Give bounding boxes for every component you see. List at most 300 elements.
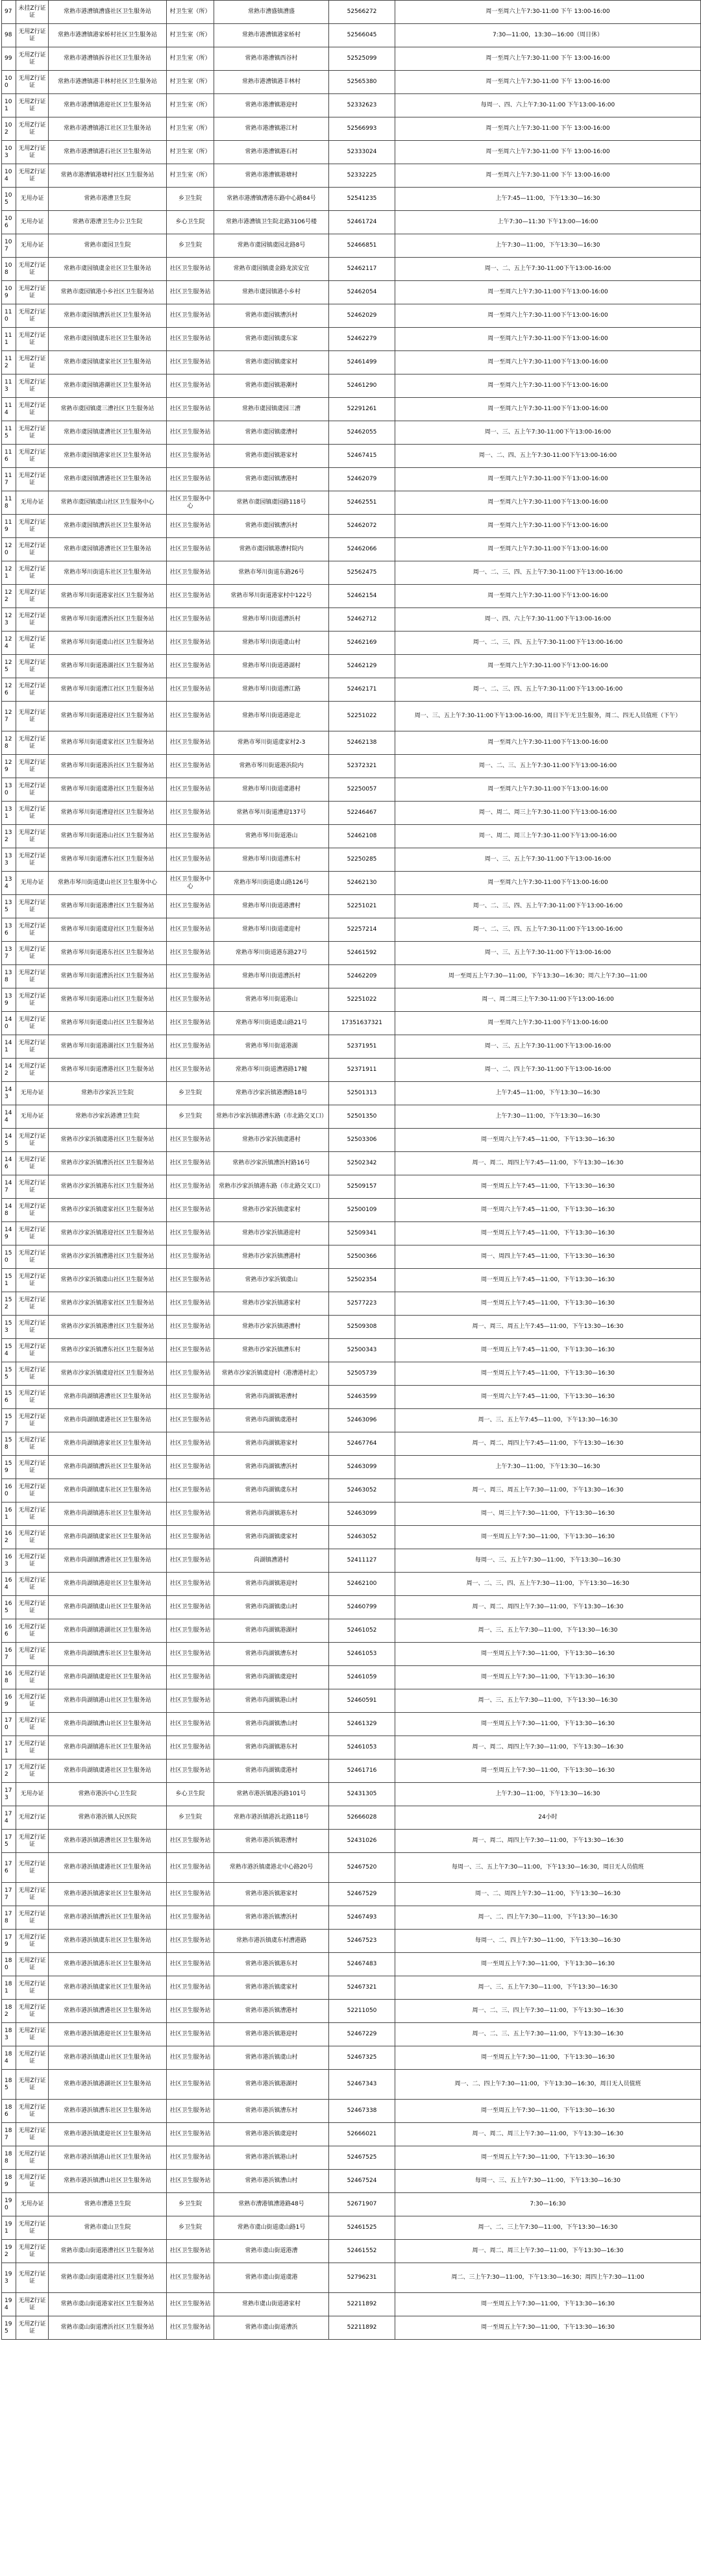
institution-name-cell: 常熟市沙家浜镇港东社区卫生服务站 xyxy=(49,1175,167,1199)
address-cell: 常熟市琴川街道港东路27号 xyxy=(214,942,329,965)
institution-name-cell: 常熟市尚湖镇港山社区卫生服务站 xyxy=(49,1689,167,1713)
hours-cell: 周一、周二、周四上午7:30—11:00，下午13:30—16:30 xyxy=(395,1830,701,1853)
address-cell: 常熟市沙家浜镇港东路（市北路交叉口） xyxy=(214,1175,329,1199)
institution-name-cell: 常熟市港漕镇港塘村社区卫生服务站 xyxy=(49,164,167,188)
category-cell: 无用Z行证证 xyxy=(16,445,49,468)
hours-cell: 周一至周五上午7:30—11:00，下午13:30—16:30 xyxy=(395,1666,701,1689)
institution-name-cell: 常熟市港漕卫生院 xyxy=(49,188,167,211)
address-cell: 常熟市虞园镇虞家村 xyxy=(214,351,329,374)
category-cell: 无用办证 xyxy=(16,1783,49,1806)
phone-cell: 52565380 xyxy=(329,71,395,94)
phone-cell: 52251021 xyxy=(329,895,395,918)
category-cell: 无用Z行证证 xyxy=(16,258,49,281)
table-row xyxy=(2,585,701,608)
address-cell: 常熟市琴川街道港迎北 xyxy=(214,702,329,731)
address-cell: 常熟市虞园镇港家村 xyxy=(214,445,329,468)
table-row xyxy=(2,468,701,491)
table-row xyxy=(2,47,701,71)
row-number-cell: 108 xyxy=(2,258,16,281)
category-cell: 无用Z行证证 xyxy=(16,1736,49,1760)
hours-cell: 周一、二、三、四、五上午7:30-11:00下午13:00-16:00 xyxy=(395,678,701,702)
address-cell: 常熟市尚湖镇港东村 xyxy=(214,1503,329,1526)
row-number-cell: 151 xyxy=(2,1269,16,1292)
institution-level-cell: 社区卫生服务站 xyxy=(167,1883,214,1906)
row-number-cell: 97 xyxy=(2,1,16,24)
institution-level-cell: 社区卫生服务站 xyxy=(167,1930,214,1953)
category-cell: 无用办证 xyxy=(16,872,49,895)
institution-name-cell: 常熟市港漕镇漕盛社区卫生服务站 xyxy=(49,1,167,24)
table-row xyxy=(2,1736,701,1760)
row-number-cell: 152 xyxy=(2,1292,16,1316)
phone-cell: 52372321 xyxy=(329,755,395,778)
table-row xyxy=(2,2100,701,2123)
address-cell: 常熟市虞园镇虞园北路8号 xyxy=(214,234,329,258)
row-number-cell: 115 xyxy=(2,421,16,445)
institution-level-cell: 社区卫生服务站 xyxy=(167,965,214,988)
institution-name-cell: 常熟市虞园镇漕浜社区卫生服务站 xyxy=(49,515,167,538)
table-row xyxy=(2,1432,701,1456)
address-cell: 常熟市尚湖镇虞东村 xyxy=(214,1479,329,1503)
phone-cell: 52332623 xyxy=(329,94,395,117)
address-cell: 常熟市琴川街道港山 xyxy=(214,988,329,1012)
row-number-cell: 144 xyxy=(2,1105,16,1129)
institution-name-cell: 常熟市沙家浜镇漕港社区卫生服务站 xyxy=(49,1245,167,1269)
institution-name-cell: 常熟市琴川街道漕东社区卫生服务站 xyxy=(49,848,167,872)
address-cell: 常熟市港漕镇港丰林村 xyxy=(214,71,329,94)
institution-level-cell: 村卫生室（所） xyxy=(167,141,214,164)
category-cell: 无用办证 xyxy=(16,2193,49,2216)
phone-cell: 52461525 xyxy=(329,2216,395,2240)
institution-name-cell: 常熟市尚湖镇虞港社区卫生服务站 xyxy=(49,1409,167,1432)
table-row xyxy=(2,398,701,421)
institution-level-cell: 村卫生室（所） xyxy=(167,47,214,71)
address-cell: 常熟市尚湖镇港山村 xyxy=(214,1689,329,1713)
phone-cell: 52463099 xyxy=(329,1456,395,1479)
address-cell: 常熟市尚湖镇漕浜村 xyxy=(214,1456,329,1479)
category-cell: 无用办证 xyxy=(16,211,49,234)
category-cell: 无用Z行证证 xyxy=(16,1853,49,1883)
institution-name-cell: 常熟市尚湖镇港湖社区卫生服务站 xyxy=(49,1619,167,1643)
institution-name-cell: 常熟市琴川街道漕迎社区卫生服务站 xyxy=(49,802,167,825)
phone-cell: 52509157 xyxy=(329,1175,395,1199)
category-cell: 无用Z行证证 xyxy=(16,608,49,632)
row-number-cell: 164 xyxy=(2,1573,16,1596)
phone-cell: 52333024 xyxy=(329,141,395,164)
table-row xyxy=(2,895,701,918)
hours-cell: 周一、周二、周四上午7:30—11:00，下午13:30—16:30 xyxy=(395,1596,701,1619)
institution-name-cell: 常熟市虞山街道港漕社区卫生服务站 xyxy=(49,2240,167,2263)
institution-level-cell: 乡卫生院 xyxy=(167,188,214,211)
institution-name-cell: 常熟市尚湖镇漕浜社区卫生服务站 xyxy=(49,1456,167,1479)
institution-level-cell: 社区卫生服务站 xyxy=(167,2170,214,2193)
address-cell: 常熟市虞园镇漕港村 xyxy=(214,468,329,491)
hours-cell: 周一、三、五上午7:30-11:00下午13:00-16:00 xyxy=(395,1035,701,1059)
institution-name-cell: 常熟市港浜镇漕浜社区卫生服务站 xyxy=(49,1906,167,1930)
institution-level-cell: 社区卫生服务站 xyxy=(167,1549,214,1573)
institution-level-cell: 社区卫生服务站 xyxy=(167,918,214,942)
phone-cell: 52462551 xyxy=(329,491,395,515)
institution-name-cell: 常熟市琴川街道虞山社区卫生服务中心 xyxy=(49,872,167,895)
row-number-cell: 99 xyxy=(2,47,16,71)
address-cell: 常熟市尚湖镇港家村 xyxy=(214,1432,329,1456)
row-number-cell: 148 xyxy=(2,1199,16,1222)
table-row xyxy=(2,1059,701,1082)
institution-name-cell: 常熟市沙家浜镇虞迎社区卫生服务站 xyxy=(49,1362,167,1386)
table-row xyxy=(2,2023,701,2046)
hours-cell: 每周一、三、五上午7:30—11:00，下午13:30—16:30 xyxy=(395,1549,701,1573)
institution-level-cell: 乡卫生院 xyxy=(167,234,214,258)
hours-cell: 周一、三、五上午7:30-11:00下午13:00-16:00 xyxy=(395,848,701,872)
hours-cell: 周一至周六上午7:45—11:00，下午13:30—16:30 xyxy=(395,1199,701,1222)
institution-name-cell: 常熟市沙家浜港漕卫生院 xyxy=(49,1105,167,1129)
category-cell: 无用Z行证证 xyxy=(16,632,49,655)
row-number-cell: 118 xyxy=(2,491,16,515)
institution-level-cell: 社区卫生服务站 xyxy=(167,1479,214,1503)
category-cell: 无用Z行证证 xyxy=(16,1152,49,1175)
row-number-cell: 158 xyxy=(2,1432,16,1456)
phone-cell: 52332225 xyxy=(329,164,395,188)
row-number-cell: 113 xyxy=(2,374,16,398)
institution-level-cell: 社区卫生服务站 xyxy=(167,632,214,655)
table-row xyxy=(2,988,701,1012)
category-cell: 无用Z行证证 xyxy=(16,281,49,304)
category-cell: 无用Z行证证 xyxy=(16,328,49,351)
address-cell: 常熟市港浜镇港家村 xyxy=(214,1883,329,1906)
institution-name-cell: 常熟市港浜镇港东社区卫生服务站 xyxy=(49,1953,167,1976)
row-number-cell: 193 xyxy=(2,2263,16,2293)
category-cell: 无用Z行证证 xyxy=(16,1549,49,1573)
hours-cell: 周一、二、三上午7:30—11:00，下午13:30—16:30 xyxy=(395,2216,701,2240)
hours-cell: 周一、三、五上午7:30-11:00下午13:00-16:00 xyxy=(395,942,701,965)
hours-cell: 周一至周六上午7:30-11:00 下午 13:00-16:00 xyxy=(395,1,701,24)
hours-cell: 周一、周二、周三上午7:30—11:00，下午13:30—16:30 xyxy=(395,2123,701,2146)
phone-cell: 52467321 xyxy=(329,1976,395,2000)
hours-cell: 周一至周六上午7:30-11:00 下午 13:00-16:00 xyxy=(395,117,701,141)
address-cell: 常熟市虞山街道港漕 xyxy=(214,2240,329,2263)
row-number-cell: 166 xyxy=(2,1619,16,1643)
table-row xyxy=(2,1503,701,1526)
table-row xyxy=(2,445,701,468)
row-number-cell: 176 xyxy=(2,1853,16,1883)
address-cell: 常熟市琴川街道漕迎137号 xyxy=(214,802,329,825)
hours-cell: 周一至周五上午7:30—11:00，下午13:30—16:30 xyxy=(395,1526,701,1549)
phone-cell: 52466851 xyxy=(329,234,395,258)
table-row xyxy=(2,825,701,848)
institution-name-cell: 常熟市沙家浜镇漕东社区卫生服务站 xyxy=(49,1339,167,1362)
institution-level-cell: 乡心卫生院 xyxy=(167,1783,214,1806)
category-cell: 无用Z行证证 xyxy=(16,1930,49,1953)
phone-cell: 52246467 xyxy=(329,802,395,825)
institution-name-cell: 常熟市尚湖镇港漕社区卫生服务站 xyxy=(49,1386,167,1409)
address-cell: 常熟市琴川街道漕江路 xyxy=(214,678,329,702)
row-number-cell: 155 xyxy=(2,1362,16,1386)
category-cell: 无用Z行证证 xyxy=(16,2316,49,2340)
institution-level-cell: 乡心卫生院 xyxy=(167,211,214,234)
table-row xyxy=(2,374,701,398)
address-cell: 常熟市琴川街道漕港路17幢 xyxy=(214,1059,329,1082)
table-row xyxy=(2,71,701,94)
address-cell: 常熟市虞园镇虞园路118号 xyxy=(214,491,329,515)
row-number-cell: 177 xyxy=(2,1883,16,1906)
institution-name-cell: 常熟市琴川街道虞山社区卫生服务站 xyxy=(49,1012,167,1035)
institution-level-cell: 社区卫生服务站 xyxy=(167,1059,214,1082)
table-row xyxy=(2,1976,701,2000)
table-row xyxy=(2,1689,701,1713)
address-cell: 常熟市沙家浜镇港漕东路（市北路交叉口） xyxy=(214,1105,329,1129)
category-cell: 无用Z行证证 xyxy=(16,2070,49,2100)
institution-name-cell: 常熟市港漕镇拆谷社区卫生服务站 xyxy=(49,47,167,71)
institution-name-cell: 常熟市琴川街道港山社区卫生服务站 xyxy=(49,988,167,1012)
phone-cell: 52467325 xyxy=(329,2046,395,2070)
phone-cell: 52251022 xyxy=(329,702,395,731)
institution-name-cell: 常熟市尚湖镇虞东社区卫生服务站 xyxy=(49,1479,167,1503)
category-cell: 无用Z行证证 xyxy=(16,538,49,561)
category-cell: 无用Z行证证 xyxy=(16,2000,49,2023)
institution-name-cell: 常熟市尚湖镇虞山社区卫生服务站 xyxy=(49,1596,167,1619)
address-cell: 常熟市沙家浜镇漕浜村路16号 xyxy=(214,1152,329,1175)
row-number-cell: 156 xyxy=(2,1386,16,1409)
table-row xyxy=(2,632,701,655)
table-row xyxy=(2,1129,701,1152)
category-cell: 无用Z行证 xyxy=(16,1806,49,1830)
institution-level-cell: 社区卫生服务站 xyxy=(167,1596,214,1619)
phone-cell: 52291261 xyxy=(329,398,395,421)
category-cell: 无用Z行证证 xyxy=(16,702,49,731)
phone-cell: 52463052 xyxy=(329,1526,395,1549)
institution-name-cell: 常熟市琴川街道港湖社区卫生服务站 xyxy=(49,1035,167,1059)
phone-cell: 52577223 xyxy=(329,1292,395,1316)
address-cell: 常熟市港浜镇虞迎村 xyxy=(214,2123,329,2146)
phone-cell: 52502342 xyxy=(329,1152,395,1175)
category-cell: 无用Z行证证 xyxy=(16,1713,49,1736)
phone-cell: 52467415 xyxy=(329,445,395,468)
table-row xyxy=(2,258,701,281)
row-number-cell: 161 xyxy=(2,1503,16,1526)
institution-level-cell: 社区卫生服务站 xyxy=(167,655,214,678)
institution-name-cell: 常熟市港浜镇港迎社区卫生服务站 xyxy=(49,2023,167,2046)
category-cell: 无用Z行证证 xyxy=(16,164,49,188)
institution-name-cell: 常熟市琴川街道港东社区卫生服务站 xyxy=(49,942,167,965)
address-cell: 常熟市港浜镇虞山村 xyxy=(214,2046,329,2070)
institution-name-cell: 常熟市琴川街道港家社区卫生服务站 xyxy=(49,585,167,608)
institution-name-cell: 常熟市尚湖镇虞港社区卫生服务站 xyxy=(49,1760,167,1783)
address-cell: 常熟市虞园镇虞漕村 xyxy=(214,421,329,445)
institution-level-cell: 社区卫生服务站 xyxy=(167,988,214,1012)
phone-cell: 52502354 xyxy=(329,1269,395,1292)
hours-cell: 周一、三、五上午7:45—11:00，下午13:30—16:30 xyxy=(395,1409,701,1432)
institution-level-cell: 社区卫生服务站 xyxy=(167,398,214,421)
phone-cell: 52796231 xyxy=(329,2263,395,2293)
institution-name-cell: 常熟市虞园镇虞漕社区卫生服务站 xyxy=(49,421,167,445)
hours-cell: 周一至周六上午7:30-11:00下午13:00-16:00 xyxy=(395,468,701,491)
address-cell: 常熟市沙家浜镇虞山 xyxy=(214,1269,329,1292)
address-cell: 常熟市港浜镇港迎村 xyxy=(214,2023,329,2046)
institution-level-cell: 乡卫生院 xyxy=(167,1082,214,1105)
address-cell: 常熟市虞园镇漕浜村 xyxy=(214,304,329,328)
table-row xyxy=(2,678,701,702)
row-number-cell: 179 xyxy=(2,1930,16,1953)
table-row xyxy=(2,1619,701,1643)
institution-level-cell: 社区卫生服务站 xyxy=(167,2240,214,2263)
hours-cell: 周一至周五上午7:30—11:00，下午13:30—16:30 xyxy=(395,2100,701,2123)
phone-cell: 17351637321 xyxy=(329,1012,395,1035)
hours-cell: 上午7:30—11:00，下午13:30—16:30 xyxy=(395,234,701,258)
address-cell: 常熟市虞园镇港漕村院内 xyxy=(214,538,329,561)
phone-cell: 52211892 xyxy=(329,2293,395,2316)
table-row xyxy=(2,872,701,895)
institution-name-cell: 常熟市虞园镇港潮社区卫生服务站 xyxy=(49,374,167,398)
table-row xyxy=(2,351,701,374)
table-row xyxy=(2,918,701,942)
category-cell: 无用Z行证证 xyxy=(16,2123,49,2146)
hours-cell: 周一、周三上午7:30—11:00，下午13:30—16:30 xyxy=(395,1503,701,1526)
table-row xyxy=(2,755,701,778)
hours-cell: 周一、二、三、四、五上午7:30-11:00下午13:00-16:00 xyxy=(395,632,701,655)
phone-cell: 52463052 xyxy=(329,1479,395,1503)
hours-cell: 周一至周五上午7:30—11:00，下午13:30—16:30 xyxy=(395,1953,701,1976)
phone-cell: 52250057 xyxy=(329,778,395,802)
hours-cell: 周一、周二、周四上午7:45—11:00，下午13:30—16:30 xyxy=(395,1152,701,1175)
phone-cell: 52462066 xyxy=(329,538,395,561)
address-cell: 常熟市虞园镇港潮村 xyxy=(214,374,329,398)
address-cell: 常熟市港浜镇港东村 xyxy=(214,1953,329,1976)
hours-cell: 周一至周六上午7:30-11:00 下午 13:00-16:00 xyxy=(395,47,701,71)
institution-level-cell: 乡卫生院 xyxy=(167,1806,214,1830)
phone-cell: 52462108 xyxy=(329,825,395,848)
phone-cell: 52251022 xyxy=(329,988,395,1012)
institution-name-cell: 常熟市尚湖镇港东社区卫生服务站 xyxy=(49,1503,167,1526)
table-row xyxy=(2,1012,701,1035)
category-cell: 无用Z行证证 xyxy=(16,1175,49,1199)
institution-level-cell: 社区卫生服务站 xyxy=(167,421,214,445)
address-cell: 常熟市沙家浜镇港漕村 xyxy=(214,1316,329,1339)
row-number-cell: 192 xyxy=(2,2240,16,2263)
institution-level-cell: 社区卫生服务站 xyxy=(167,2046,214,2070)
institution-level-cell: 社区卫生服务站 xyxy=(167,1713,214,1736)
address-cell: 常熟市尚湖镇漕山村 xyxy=(214,1713,329,1736)
table-row xyxy=(2,1713,701,1736)
table-row xyxy=(2,942,701,965)
category-cell: 无用Z行证证 xyxy=(16,1573,49,1596)
category-cell: 无用Z行证证 xyxy=(16,1129,49,1152)
phone-cell: 52666028 xyxy=(329,1806,395,1830)
table-row xyxy=(2,2170,701,2193)
hours-cell: 上午7:30—11:30 下午13:00—16:00 xyxy=(395,211,701,234)
category-cell: 无用Z行证证 xyxy=(16,731,49,755)
phone-cell: 52505739 xyxy=(329,1362,395,1386)
institution-level-cell: 村卫生室（所） xyxy=(167,71,214,94)
category-cell: 无用Z行证证 xyxy=(16,515,49,538)
institution-level-cell: 村卫生室（所） xyxy=(167,1,214,24)
phone-cell: 52462154 xyxy=(329,585,395,608)
table-row xyxy=(2,1806,701,1830)
category-cell: 无用办证 xyxy=(16,234,49,258)
institution-level-cell: 社区卫生服务站 xyxy=(167,1573,214,1596)
institution-name-cell: 常熟市港浜镇漕东社区卫生服务站 xyxy=(49,2100,167,2123)
phone-cell: 52525099 xyxy=(329,47,395,71)
row-number-cell: 143 xyxy=(2,1082,16,1105)
institution-level-cell: 社区卫生服务站 xyxy=(167,778,214,802)
hours-cell: 每周一、二、四上午7:30—11:00，下午13:30—16:30 xyxy=(395,1930,701,1953)
phone-cell: 52462712 xyxy=(329,608,395,632)
hours-cell: 周一至周六上午7:30-11:00下午13:00-16:00 xyxy=(395,1012,701,1035)
institution-name-cell: 常熟市虞山卫生院 xyxy=(49,2216,167,2240)
phone-cell: 52462130 xyxy=(329,872,395,895)
institution-name-cell: 常熟市琴川街道港浜社区卫生服务站 xyxy=(49,755,167,778)
address-cell: 常熟市尚湖镇港漕村 xyxy=(214,1386,329,1409)
table-row xyxy=(2,1339,701,1362)
hours-cell: 周一至周五上午7:30—11:00，下午13:30—16:30 xyxy=(395,1760,701,1783)
institution-level-cell: 社区卫生服务站 xyxy=(167,1666,214,1689)
institution-level-cell: 村卫生室（所） xyxy=(167,164,214,188)
institution-name-cell: 常熟市港浜镇虞家社区卫生服务站 xyxy=(49,1976,167,2000)
address-cell: 常熟市琴川街道港漕村 xyxy=(214,895,329,918)
institution-name-cell: 常熟市琴川街道虞家社区卫生服务站 xyxy=(49,731,167,755)
row-number-cell: 130 xyxy=(2,778,16,802)
category-cell: 无用Z行证证 xyxy=(16,1643,49,1666)
address-cell: 常熟市港浜镇漕浜村 xyxy=(214,1906,329,1930)
institution-name-cell: 常熟市虞园镇港漕社区卫生服务站 xyxy=(49,538,167,561)
institution-level-cell: 社区卫生服务站 xyxy=(167,2070,214,2100)
hours-cell: 周一至周五上午7:45—11:00，下午13:30—16:30 xyxy=(395,1222,701,1245)
institution-level-cell: 社区卫生服务站 xyxy=(167,608,214,632)
category-cell: 无用办证 xyxy=(16,188,49,211)
address-cell: 常熟市琴川街道虞山路21号 xyxy=(214,1012,329,1035)
table-row xyxy=(2,1222,701,1245)
row-number-cell: 183 xyxy=(2,2023,16,2046)
institution-level-cell: 社区卫生服务站 xyxy=(167,2023,214,2046)
table-row xyxy=(2,655,701,678)
institution-name-cell: 常熟市沙家浜镇虞家社区卫生服务站 xyxy=(49,1199,167,1222)
hours-cell: 7:30—11:00，13:30—16:00（周日休） xyxy=(395,24,701,47)
phone-cell: 52467524 xyxy=(329,2170,395,2193)
institution-level-cell: 社区卫生服务站 xyxy=(167,2293,214,2316)
institution-level-cell: 社区卫生服务站 xyxy=(167,942,214,965)
institution-level-cell: 社区卫生服务站 xyxy=(167,848,214,872)
row-number-cell: 122 xyxy=(2,585,16,608)
table-row xyxy=(2,2316,701,2340)
institution-name-cell: 常熟市尚湖镇港迎社区卫生服务站 xyxy=(49,1573,167,1596)
address-cell: 常熟市虞山街道虞港 xyxy=(214,2263,329,2293)
table-row xyxy=(2,164,701,188)
institution-name-cell: 常熟市港浜镇港湖社区卫生服务站 xyxy=(49,2070,167,2100)
row-number-cell: 106 xyxy=(2,211,16,234)
hours-cell: 周一至周五上午7:30—11:00，下午13:30—16:30 xyxy=(395,1643,701,1666)
hours-cell: 周一、周二、周三上午7:30-11:00下午13:00-16:00 xyxy=(395,825,701,848)
address-cell: 尚湖镇漕港村 xyxy=(214,1549,329,1573)
address-cell: 常熟市港浜镇虞港北中心路20号 xyxy=(214,1853,329,1883)
hours-cell: 周一、二、四上午7:30—11:00，下午13:30—16:30，周日无人员值班 xyxy=(395,2070,701,2100)
category-cell: 无用Z行证证 xyxy=(16,71,49,94)
category-cell: 无用办证 xyxy=(16,1105,49,1129)
table-row xyxy=(2,731,701,755)
category-cell: 无用Z行证证 xyxy=(16,1906,49,1930)
row-number-cell: 126 xyxy=(2,678,16,702)
row-number-cell: 145 xyxy=(2,1129,16,1152)
category-cell: 无用Z行证证 xyxy=(16,2046,49,2070)
institution-name-cell: 常熟市琴川街道虞港社区卫生服务站 xyxy=(49,778,167,802)
institution-name-cell: 常熟市尚湖镇虞家社区卫生服务站 xyxy=(49,1526,167,1549)
category-cell: 无用Z行证证 xyxy=(16,2170,49,2193)
institution-level-cell: 社区卫生服务站 xyxy=(167,1503,214,1526)
row-number-cell: 171 xyxy=(2,1736,16,1760)
row-number-cell: 109 xyxy=(2,281,16,304)
institution-name-cell: 常熟市港浜镇港漕社区卫生服务站 xyxy=(49,1830,167,1853)
row-number-cell: 140 xyxy=(2,1012,16,1035)
hours-cell: 每周一、四、六上午7:30-11:00 下午13:00-16:00 xyxy=(395,94,701,117)
row-number-cell: 181 xyxy=(2,1976,16,2000)
phone-cell: 52467764 xyxy=(329,1432,395,1456)
